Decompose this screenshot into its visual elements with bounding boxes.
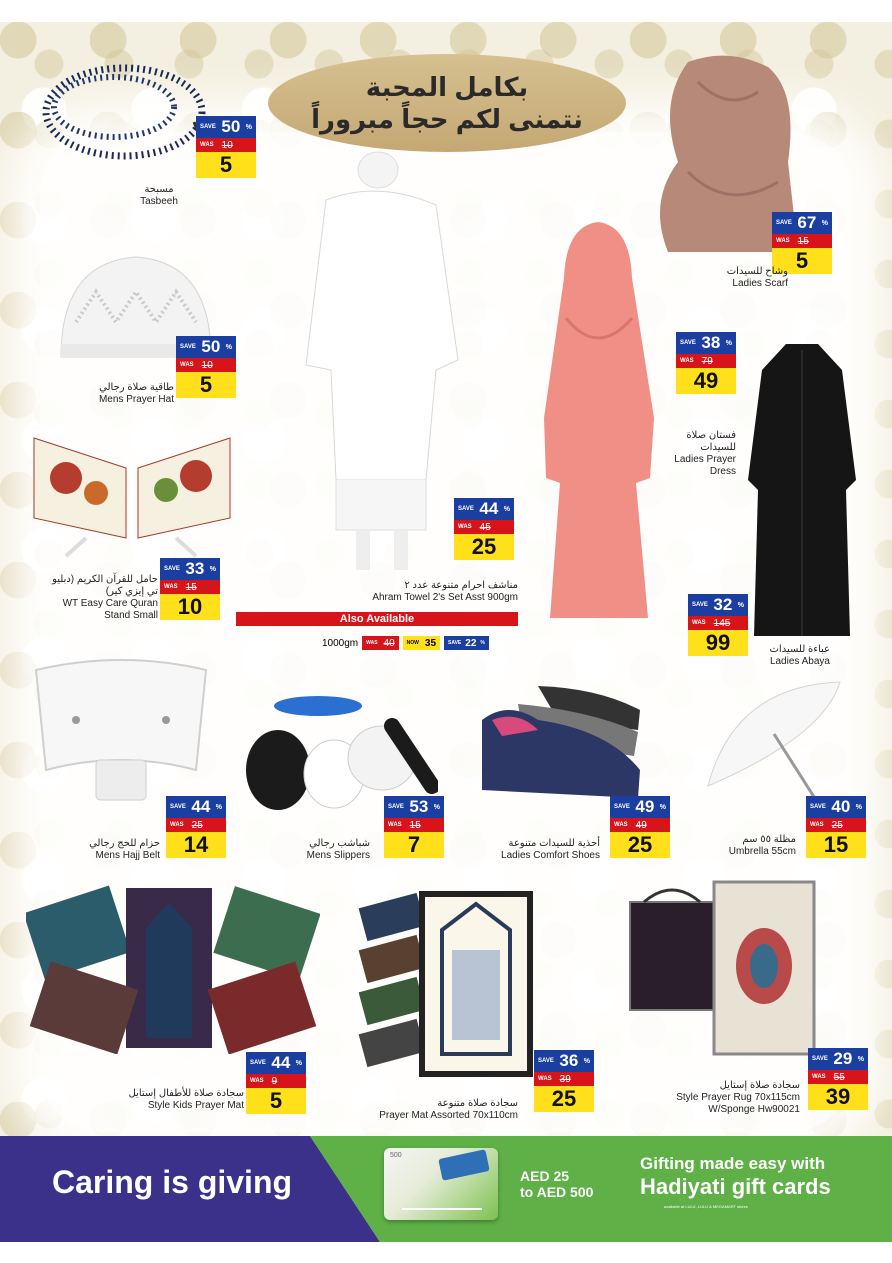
product-name-en: Ladies Prayer Dress (674, 454, 736, 477)
also-was (362, 636, 399, 650)
was-label: WAS (388, 822, 402, 828)
product-name-en: Style Prayer Rug 70x115cm (676, 1092, 800, 1103)
percent-sign: % (855, 803, 862, 811)
product-name-ar: وشاح للسيدات (726, 266, 788, 277)
product-name-ar: سجادة صلاة للأطفال إستايل (128, 1088, 244, 1099)
now-price: 35 (424, 637, 437, 649)
was-price: 40 (383, 637, 395, 649)
now-price: 15 (806, 832, 866, 858)
save-percent: 22 (465, 637, 477, 649)
was-price: 49 (635, 819, 647, 831)
product-name-en: Mens Slippers (306, 850, 370, 861)
percent-sign: % (433, 803, 440, 811)
percent-sign: % (857, 1055, 864, 1063)
gift-fine-print: available at LULU, LULU & MEGAMART stores (664, 1204, 748, 1209)
gift-line-2: Hadiyati gift cards (640, 1174, 831, 1199)
save-label: SAVE (692, 602, 708, 608)
product-name-ar: فستان صلاة للسيدات (686, 430, 736, 453)
product-name-en: WT Easy Care Quran Stand Small (62, 598, 158, 621)
save-percent: 36 (559, 1051, 579, 1070)
gift-card-value: 500 (390, 1152, 402, 1159)
product-name-ar: سجادة صلاة متنوعة (437, 1098, 518, 1109)
save-percent: 44 (271, 1053, 291, 1072)
save-percent: 50 (201, 337, 221, 356)
abaya-icon[interactable] (746, 340, 858, 640)
product-label-ahram-towel (326, 580, 518, 604)
prayer-mat-icon[interactable] (26, 878, 320, 1054)
also-available-row (322, 636, 489, 650)
now-price: 25 (534, 1086, 594, 1112)
product-name-ar: شباشب رجالي (309, 838, 370, 849)
was-price: 15 (409, 819, 421, 831)
was-price: 25 (191, 819, 203, 831)
save-label: SAVE (164, 566, 180, 572)
save-label: SAVE (458, 506, 474, 512)
was-price: 39 (559, 1073, 571, 1085)
save-label: SAVE (180, 344, 196, 350)
now-price: 7 (384, 832, 444, 858)
was-label: WAS (538, 1076, 552, 1082)
gift-card-logo (438, 1149, 490, 1180)
now-price: 39 (808, 1084, 868, 1110)
also-available-banner: Also Available (236, 612, 518, 626)
gift-card-amount (520, 1168, 593, 1200)
was-label: WAS (200, 142, 214, 148)
headline-line-1: بكامل المحبة (365, 72, 529, 102)
save-percent: 29 (833, 1049, 853, 1068)
save-percent: 38 (701, 333, 721, 352)
was-price: 15 (797, 235, 809, 247)
save-label: SAVE (250, 1060, 266, 1066)
percent-sign: % (737, 601, 744, 609)
percent-sign: % (583, 1057, 590, 1065)
product-label-style-prayer-rug (640, 1080, 800, 1116)
price-tag-style-prayer-rug (808, 1048, 868, 1110)
was-label: WAS (692, 620, 706, 626)
save-label: SAVE (448, 640, 462, 646)
product-name-en: Prayer Mat Assorted 70x110cm (379, 1110, 518, 1121)
was-price: 9 (271, 1075, 278, 1087)
product-name-en: Umbrella 55cm (728, 846, 796, 857)
was-label: WAS (812, 1074, 826, 1080)
ihram-towel-icon[interactable] (296, 150, 466, 580)
save-label: SAVE (170, 804, 186, 810)
product-label-tasbeeh (124, 184, 194, 208)
price-tag-tasbeeh (196, 116, 256, 178)
save-percent: 67 (797, 213, 817, 232)
save-label: SAVE (810, 804, 826, 810)
product-name-ar: عباءة للسيدات (769, 644, 830, 655)
now-price: 5 (176, 372, 236, 398)
amount-line-1: AED 25 (520, 1168, 570, 1184)
headline-banner (268, 54, 626, 152)
percent-sign: % (215, 803, 222, 811)
was-label: WAS (810, 822, 824, 828)
save-label: SAVE (388, 804, 404, 810)
save-label: SAVE (812, 1056, 828, 1062)
product-name-ar: حامل للقرآن الكريم (دبليو تي إيزي كير) (52, 574, 158, 597)
gift-card-image[interactable] (384, 1148, 498, 1220)
price-tag-ladies-comfort-shoes (610, 796, 670, 858)
was-label: WAS (250, 1078, 264, 1084)
save-label: SAVE (776, 220, 792, 226)
footer-banner (0, 1136, 892, 1242)
product-label-ladies-prayer-dress (656, 430, 736, 478)
was-label: WAS (164, 584, 178, 590)
gift-card-stripe (402, 1208, 482, 1210)
umbrella-icon[interactable] (704, 676, 844, 806)
prayer-dress-icon[interactable] (536, 218, 660, 624)
product-name-ar: مظلة ٥٥ سم (742, 834, 796, 845)
also-available-item: 1000gm (322, 637, 359, 649)
was-price: 55 (833, 1071, 845, 1083)
also-now (403, 636, 440, 650)
was-price: 10 (221, 139, 233, 151)
quran-stand-icon[interactable] (26, 428, 238, 558)
now-price: 5 (772, 248, 832, 274)
price-tag-mens-slippers (384, 796, 444, 858)
was-label: WAS (776, 238, 790, 244)
price-tag-ahram-towel (454, 498, 514, 560)
prayer-beads-icon[interactable] (34, 52, 214, 182)
save-label: SAVE (200, 124, 216, 130)
prayer-mat-icon[interactable] (358, 890, 536, 1080)
was-price: 145 (713, 617, 731, 629)
now-price: 99 (688, 630, 748, 656)
product-name-en-line2: W/Sponge Hw90021 (708, 1104, 800, 1115)
price-tag-ladies-abaya (688, 594, 748, 656)
prayer-rug-icon[interactable] (624, 878, 820, 1058)
headline-line-2: نتمنى لكم حجاً مبروراً (311, 104, 583, 134)
percent-sign: % (245, 123, 252, 131)
product-name-en: Ladies Abaya (769, 656, 830, 667)
was-label: WAS (180, 362, 194, 368)
now-price: 25 (454, 534, 514, 560)
price-tag-ladies-prayer-dress (676, 332, 736, 394)
now-label: NOW (406, 640, 419, 646)
product-label-prayer-mat-assorted (350, 1098, 518, 1122)
save-percent: 53 (409, 797, 429, 816)
save-percent: 44 (479, 499, 499, 518)
product-label-ladies-scarf (660, 266, 788, 290)
was-price: 15 (185, 581, 197, 593)
save-label: SAVE (538, 1058, 554, 1064)
belt-icon[interactable] (26, 650, 216, 810)
product-name-en: Style Kids Prayer Mat (147, 1100, 244, 1111)
price-tag-ladies-scarf (772, 212, 832, 274)
price-tag-kids-prayer-mat (246, 1052, 306, 1114)
product-label-ladies-comfort-shoes (470, 838, 600, 862)
product-name-en: Tasbeeh (140, 196, 178, 207)
was-label: WAS (366, 640, 378, 646)
product-label-umbrella (700, 834, 796, 858)
percent-sign: % (659, 803, 666, 811)
price-tag-mens-hajj-belt (166, 796, 226, 858)
product-name-en: Mens Prayer Hat (98, 394, 174, 405)
percent-sign: % (295, 1059, 302, 1067)
product-label-mens-prayer-hat (60, 382, 174, 406)
was-price: 79 (701, 355, 713, 367)
save-percent: 44 (191, 797, 211, 816)
product-label-mens-slippers (282, 838, 370, 862)
percent-sign: % (503, 505, 510, 513)
was-price: 25 (831, 819, 843, 831)
product-name-en: Ladies Comfort Shoes (501, 850, 600, 861)
save-percent: 40 (831, 797, 851, 816)
was-price: 10 (201, 359, 213, 371)
percent-sign: % (725, 339, 732, 347)
was-label: WAS (170, 822, 184, 828)
also-save (444, 636, 489, 650)
percent-sign: % (480, 640, 485, 646)
product-name-ar: حزام للحج رجالي (89, 838, 160, 849)
save-percent: 32 (713, 595, 733, 614)
was-price: 45 (479, 521, 491, 533)
product-name-ar: طاقية صلاة رجالي (99, 382, 174, 393)
was-label: WAS (458, 524, 472, 530)
product-name-en: Ladies Scarf (732, 278, 788, 289)
product-name-ar: أحذية للسيدات متنوعة (508, 838, 600, 849)
was-label: WAS (614, 822, 628, 828)
now-price: 49 (676, 368, 736, 394)
price-tag-quran-stand (160, 558, 220, 620)
amount-line-2: to AED 500 (520, 1184, 594, 1200)
now-price: 14 (166, 832, 226, 858)
save-label: SAVE (680, 340, 696, 346)
gift-line-1: Gifting made easy with (640, 1154, 826, 1173)
product-label-mens-hajj-belt (60, 838, 160, 862)
product-name-ar: مسبحة (144, 184, 174, 195)
now-price: 10 (160, 594, 220, 620)
product-name-en: Ahram Towel 2's Set Asst 900gm (372, 592, 518, 603)
percent-sign: % (225, 343, 232, 351)
price-tag-mens-prayer-hat (176, 336, 236, 398)
was-label: WAS (680, 358, 694, 364)
save-percent: 49 (635, 797, 655, 816)
percent-sign: % (209, 565, 216, 573)
product-label-ladies-abaya (748, 644, 830, 668)
price-tag-umbrella (806, 796, 866, 858)
footer-tagline: Caring is giving (52, 1164, 293, 1200)
product-name-ar: مناشف احرام متنوعة عدد ٢ (404, 580, 518, 591)
now-price: 25 (610, 832, 670, 858)
save-label: SAVE (614, 804, 630, 810)
product-name-en: Mens Hajj Belt (95, 850, 160, 861)
shoes-icon[interactable] (478, 680, 644, 802)
product-name-ar: سجادة صلاة إستايل (719, 1080, 800, 1091)
save-percent: 33 (185, 559, 205, 578)
save-percent: 50 (221, 117, 241, 136)
percent-sign: % (821, 219, 828, 227)
product-label-kids-prayer-mat (84, 1088, 244, 1112)
now-price: 5 (246, 1088, 306, 1114)
now-price: 5 (196, 152, 256, 178)
product-label-quran-stand (40, 574, 158, 622)
price-tag-prayer-mat-assorted (534, 1050, 594, 1112)
